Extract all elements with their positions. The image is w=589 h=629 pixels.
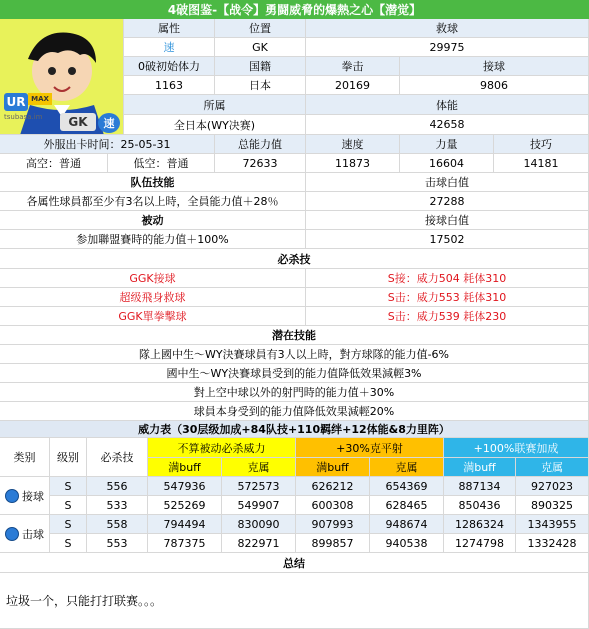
value-cell: 1274798: [444, 534, 516, 553]
catch-white-header: 接球白值: [306, 211, 589, 230]
skill-cell: 553: [87, 534, 148, 553]
value-cell: 626212: [296, 477, 370, 496]
skill-value: 14181: [494, 154, 589, 173]
header-nation: 国籍: [215, 57, 306, 76]
sub-counter: 克属: [222, 458, 296, 477]
skill-cell: 556: [87, 477, 148, 496]
header-punch: 拳击: [306, 57, 400, 76]
value-cell: 794494: [148, 515, 222, 534]
nation-value: 日本: [215, 76, 306, 95]
value-cell: 572573: [222, 477, 296, 496]
team-skill-text: 各属性球員都至少有3名以上時，全員能力值＋28％: [0, 192, 306, 211]
value-cell: 899857: [296, 534, 370, 553]
sub-counter: 克属: [516, 458, 589, 477]
high-ball: 高空：普通: [0, 154, 108, 173]
col-type: 类别: [0, 438, 50, 477]
summary-header: 总结: [0, 553, 589, 573]
value-cell: 927023: [516, 477, 589, 496]
card-portrait: [0, 19, 124, 135]
value-cell: 600308: [296, 496, 370, 515]
shoot-icon: [5, 527, 19, 541]
total-value: 72633: [215, 154, 306, 173]
value-cell: 525269: [148, 496, 222, 515]
skill-cell: 558: [87, 515, 148, 534]
col-skill: 必杀技: [87, 438, 148, 477]
power-value: 16604: [400, 154, 494, 173]
special-name: GGK接球: [0, 269, 306, 288]
page-title: 4破图鉴-【战令】勇闘威脅的爆熱之心【潜觉】: [0, 0, 589, 19]
team-value: 全日本(WY决赛): [124, 115, 306, 135]
value-cell: 1286324: [444, 515, 516, 534]
latent-item: 國中生～WY決賽球員受到的能力值降低效果減輕3%: [0, 364, 589, 383]
value-cell: 890325: [516, 496, 589, 515]
level-cell: S: [50, 515, 87, 534]
group-base: 不算被动必杀威力: [148, 438, 296, 458]
col-level: 级别: [50, 438, 87, 477]
header-attr: 属性: [124, 19, 215, 38]
passive-text: 参加聯盟賽時的能力值＋100%: [0, 230, 306, 249]
value-cell: 940538: [370, 534, 444, 553]
site-watermark: tsubasa.im: [4, 113, 43, 121]
position-badge: GK: [60, 113, 96, 131]
level-cell: S: [50, 534, 87, 553]
value-cell: 850436: [444, 496, 516, 515]
type-label: 击球: [22, 527, 44, 541]
header-power: 力量: [400, 135, 494, 154]
value-cell: 907993: [296, 515, 370, 534]
speed-value: 11873: [306, 154, 400, 173]
punch-value: 20169: [306, 76, 400, 95]
summary-text: 垃圾一个，只能打打联赛。。。: [0, 573, 589, 629]
attr-value: 速: [124, 38, 215, 57]
special-header: 必杀技: [0, 249, 589, 269]
value-cell: 628465: [370, 496, 444, 515]
value-cell: 830090: [222, 515, 296, 534]
attr-badge: 速: [98, 113, 120, 133]
latent-header: 潜在技能: [0, 326, 589, 345]
value-cell: 822971: [222, 534, 296, 553]
value-cell: 549907: [222, 496, 296, 515]
type-catch: [0, 477, 50, 515]
shoot-white-value: 27288: [306, 192, 589, 211]
latent-item: 球員本身受到的能力值降低效果減輕20%: [0, 402, 589, 421]
passive-header: 被动: [0, 211, 306, 230]
latent-item: 對上空中球以外的射門時的能力值＋30%: [0, 383, 589, 402]
rarity-badge: UR: [4, 93, 28, 111]
max-badge: MAX: [28, 93, 52, 105]
header-catch: 接球: [400, 57, 589, 76]
team-skill-header: 队伍技能: [0, 173, 306, 192]
sub-full: 满buff: [296, 458, 370, 477]
header-stamina: 0破初始体力: [124, 57, 215, 76]
special-desc: S接：威力504 耗体310: [306, 269, 589, 288]
header-team: 所属: [124, 95, 306, 115]
sub-counter: 克属: [370, 458, 444, 477]
latent-item: 隊上國中生～WY決賽球員有3人以上時，對方球隊的能力值-6%: [0, 345, 589, 364]
power-table-header: 威力表（30层级加成+84队技+110羁绊+12体能&8力里阵）: [0, 421, 589, 438]
value-cell: 787375: [148, 534, 222, 553]
catch-value: 9806: [400, 76, 589, 95]
fitness-value: 42658: [306, 115, 589, 135]
header-position: 位置: [215, 19, 306, 38]
special-name: 超级飛身救球: [0, 288, 306, 307]
value-cell: 1343955: [516, 515, 589, 534]
value-cell: 887134: [444, 477, 516, 496]
catch-white-value: 17502: [306, 230, 589, 249]
shoot-white-header: 击球白值: [306, 173, 589, 192]
group-league: +100%联赛加成: [444, 438, 589, 458]
special-desc: S击：威力553 耗体310: [306, 288, 589, 307]
level-cell: S: [50, 496, 87, 515]
type-label: 接球: [22, 489, 44, 503]
special-name: GGK單拳擊球: [0, 307, 306, 326]
catch-icon: [5, 489, 19, 503]
stamina-value: 1163: [124, 76, 215, 95]
value-cell: 547936: [148, 477, 222, 496]
header-save: 救球: [306, 19, 589, 38]
release-date: 外服出卡时间：25-05-31: [0, 135, 215, 154]
value-cell: 1332428: [516, 534, 589, 553]
value-cell: 654369: [370, 477, 444, 496]
sub-full: 满buff: [444, 458, 516, 477]
header-fitness: 体能: [306, 95, 589, 115]
save-value: 29975: [306, 38, 589, 57]
type-shoot: [0, 515, 50, 553]
low-ball: 低空：普通: [108, 154, 215, 173]
sub-full: 满buff: [148, 458, 222, 477]
header-speed: 速度: [306, 135, 400, 154]
special-desc: S击：威力539 耗体230: [306, 307, 589, 326]
header-skill: 技巧: [494, 135, 589, 154]
value-cell: 948674: [370, 515, 444, 534]
skill-cell: 533: [87, 496, 148, 515]
level-cell: S: [50, 477, 87, 496]
group-counter: +30%克平射: [296, 438, 444, 458]
header-total: 总能力值: [215, 135, 306, 154]
position-value: GK: [215, 38, 306, 57]
